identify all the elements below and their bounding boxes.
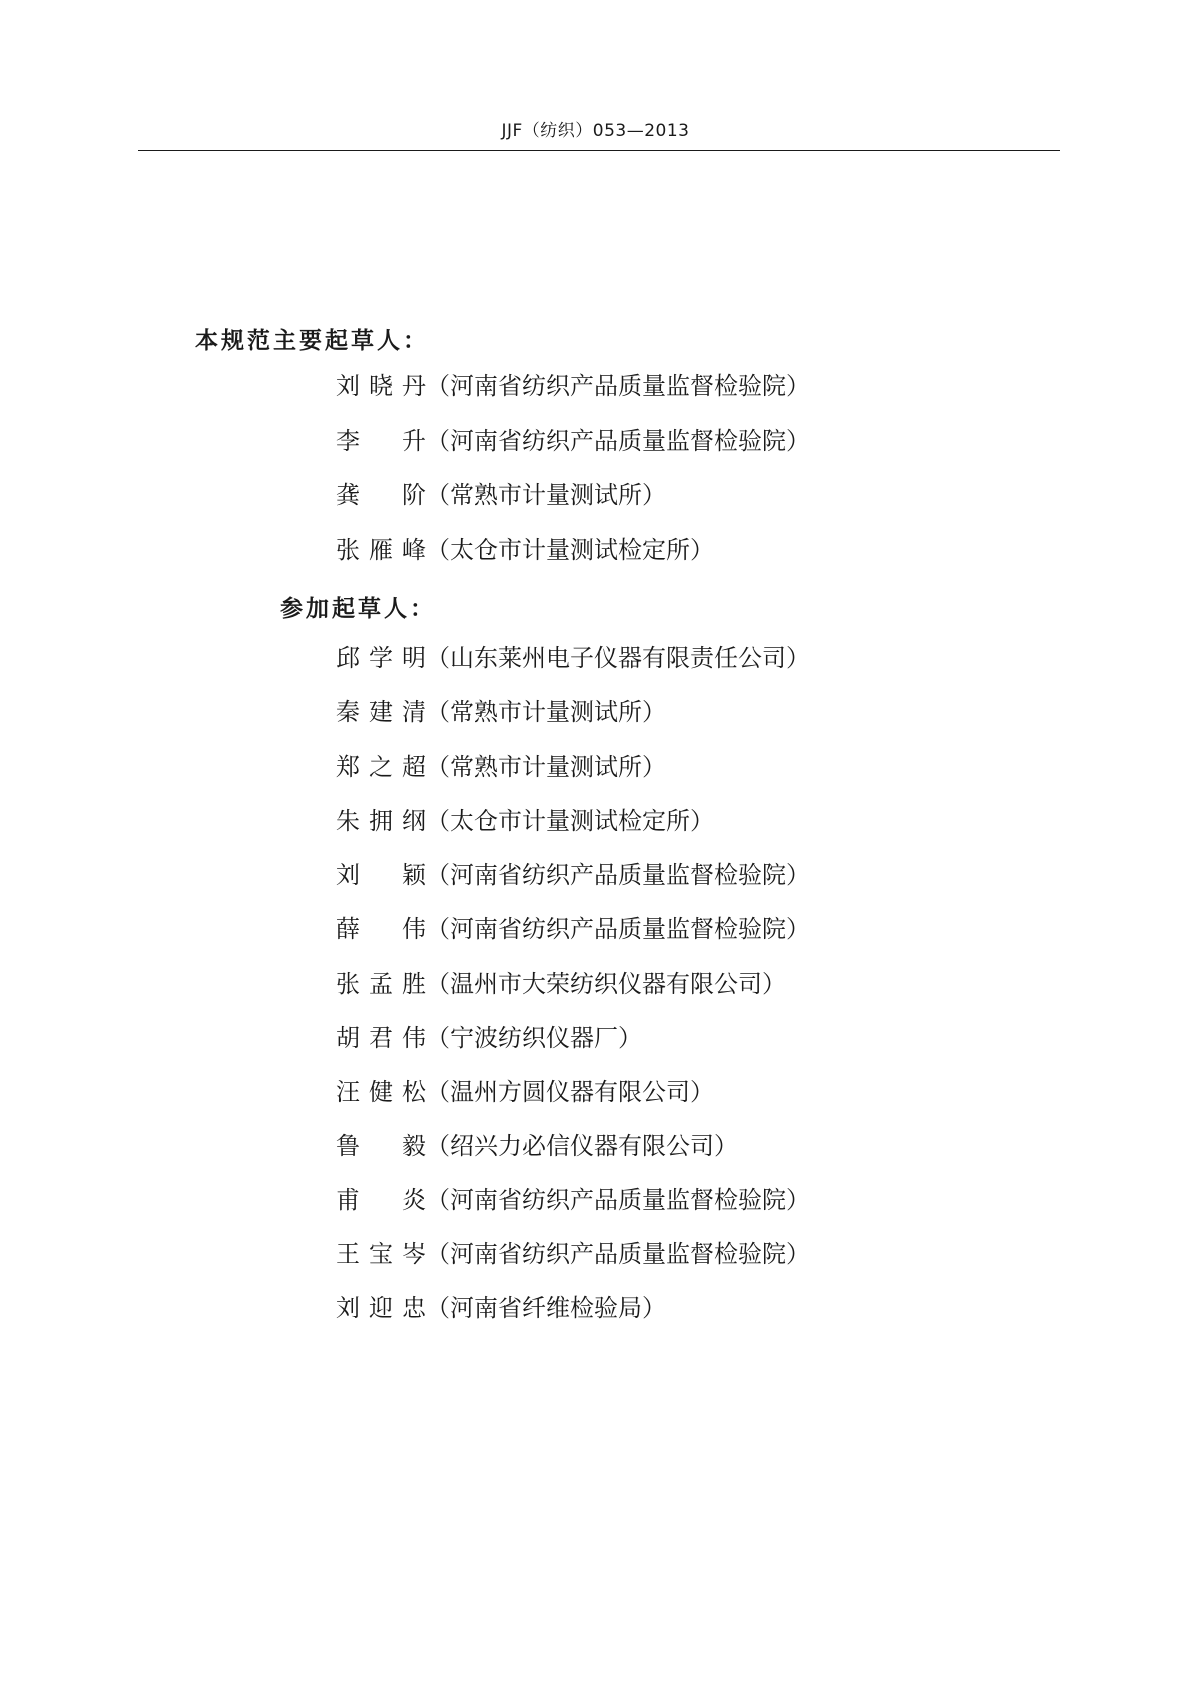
participants-heading: 参加起草人： <box>280 596 436 622</box>
drafter-name: 李 升 <box>336 427 426 455</box>
participant-org: （宁波纺织仪器厂） <box>426 1024 642 1052</box>
drafter-entry <box>336 536 714 564</box>
drafter-name: 龚 阶 <box>336 481 426 509</box>
participant-name: 邱学明 <box>336 644 426 672</box>
drafter-entry <box>336 481 666 509</box>
participant-name: 胡君伟 <box>336 1024 426 1052</box>
participant-org: （河南省纺织产品质量监督检验院） <box>426 861 810 889</box>
participant-entry <box>336 1186 810 1214</box>
participant-entry <box>336 1078 714 1106</box>
participant-entry <box>336 915 810 943</box>
participant-name: 郑之超 <box>336 753 426 781</box>
participant-entry <box>336 861 810 889</box>
drafter-org: （太仓市计量测试检定所） <box>426 536 714 564</box>
page-header: JJF（纺织）053—2013 <box>501 121 690 141</box>
participant-name: 张孟胜 <box>336 970 426 998</box>
participant-name: 薛 伟 <box>336 915 426 943</box>
participant-name: 刘 颖 <box>336 861 426 889</box>
drafter-entry <box>336 427 810 455</box>
participant-entry <box>336 970 786 998</box>
participant-org: （河南省纺织产品质量监督检验院） <box>426 1240 810 1268</box>
header-rule <box>138 150 1060 151</box>
participant-name: 秦建清 <box>336 698 426 726</box>
drafter-entry <box>336 372 810 400</box>
participant-org: （常熟市计量测试所） <box>426 753 666 781</box>
main-drafters-heading: 本规范主要起草人： <box>195 328 429 354</box>
participant-org: （河南省纤维检验局） <box>426 1294 666 1322</box>
participant-name: 朱拥纲 <box>336 807 426 835</box>
drafter-org: （常熟市计量测试所） <box>426 481 666 509</box>
participant-entry <box>336 1024 642 1052</box>
participant-org: （山东莱州电子仪器有限责任公司） <box>426 644 810 672</box>
drafter-org: （河南省纺织产品质量监督检验院） <box>426 427 810 455</box>
participant-org: （温州方圆仪器有限公司） <box>426 1078 714 1106</box>
participant-name: 汪健松 <box>336 1078 426 1106</box>
participant-entry <box>336 753 666 781</box>
drafter-org: （河南省纺织产品质量监督检验院） <box>426 372 810 400</box>
drafter-name: 张雁峰 <box>336 536 426 564</box>
participant-entry <box>336 644 810 672</box>
participant-org: （温州市大荣纺织仪器有限公司） <box>426 970 786 998</box>
participant-org: （太仓市计量测试检定所） <box>426 807 714 835</box>
participant-name: 王宝岑 <box>336 1240 426 1268</box>
participant-org: （常熟市计量测试所） <box>426 698 666 726</box>
participant-name: 鲁 毅 <box>336 1132 426 1160</box>
participant-entry <box>336 1132 738 1160</box>
participant-org: （河南省纺织产品质量监督检验院） <box>426 1186 810 1214</box>
participant-entry <box>336 1294 666 1322</box>
participant-org: （河南省纺织产品质量监督检验院） <box>426 915 810 943</box>
participant-entry <box>336 698 666 726</box>
drafter-name: 刘晓丹 <box>336 372 426 400</box>
participant-name: 甫 炎 <box>336 1186 426 1214</box>
participant-entry <box>336 1240 810 1268</box>
participant-entry <box>336 807 714 835</box>
participant-org: （绍兴力必信仪器有限公司） <box>426 1132 738 1160</box>
participant-name: 刘迎忠 <box>336 1294 426 1322</box>
